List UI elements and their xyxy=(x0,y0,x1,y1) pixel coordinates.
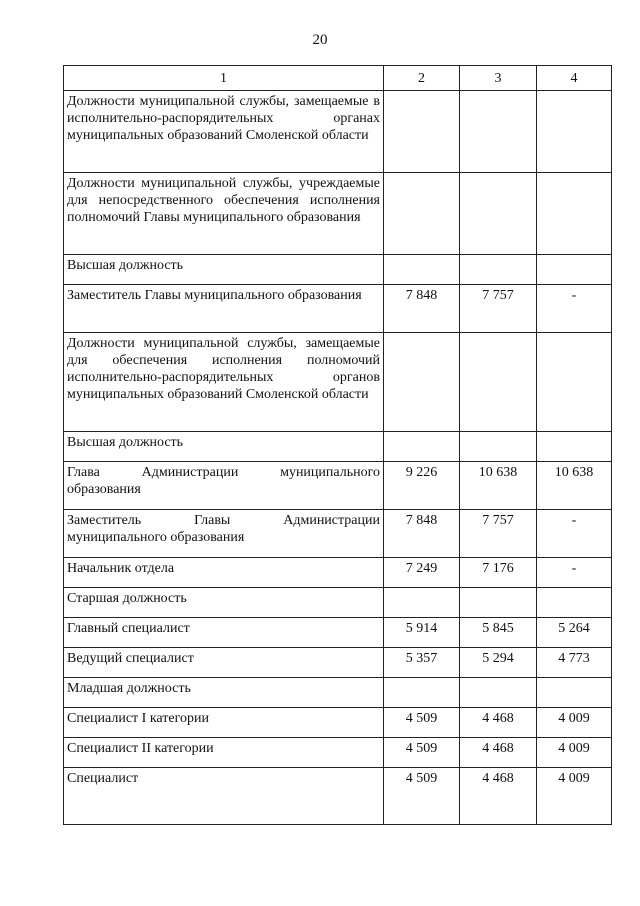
value-col-2: 5 914 xyxy=(384,618,460,648)
value-col-2 xyxy=(384,333,460,432)
value-col-3: 4 468 xyxy=(460,708,537,738)
position-category: Старшая должность xyxy=(64,588,384,618)
column-header-2: 2 xyxy=(384,66,460,91)
position-name: Глава Администрации муниципального образования xyxy=(64,462,384,510)
value-col-3 xyxy=(460,333,537,432)
table-row xyxy=(64,91,612,173)
position-name: Специалист I категории xyxy=(64,708,384,738)
value-col-2 xyxy=(384,173,460,255)
table-row xyxy=(64,285,612,333)
table-row xyxy=(64,255,612,285)
value-col-2: 4 509 xyxy=(384,738,460,768)
value-col-2: 9 226 xyxy=(384,462,460,510)
value-col-3: 7 176 xyxy=(460,558,537,588)
position-name: Должности муниципальной службы, замещаемые для обеспечения исполнения полномочий исполнительно-распорядительных органов муниципальных образований Смоленской области xyxy=(64,333,384,432)
value-col-4 xyxy=(537,333,612,432)
table-row xyxy=(64,558,612,588)
value-col-3: 4 468 xyxy=(460,768,537,825)
value-col-2: 5 357 xyxy=(384,648,460,678)
value-col-3 xyxy=(460,588,537,618)
value-col-2 xyxy=(384,91,460,173)
value-col-4 xyxy=(537,255,612,285)
value-col-4: 4 773 xyxy=(537,648,612,678)
value-col-2 xyxy=(384,678,460,708)
column-header-3: 3 xyxy=(460,66,537,91)
value-col-2 xyxy=(384,588,460,618)
table-row xyxy=(64,173,612,255)
value-col-4 xyxy=(537,91,612,173)
table-row xyxy=(64,738,612,768)
table-row xyxy=(64,768,612,825)
position-name: Начальник отдела xyxy=(64,558,384,588)
position-name: Специалист xyxy=(64,768,384,825)
position-name: Заместитель Главы муниципального образования xyxy=(64,285,384,333)
position-category: Высшая должность xyxy=(64,432,384,462)
value-col-4: - xyxy=(537,558,612,588)
value-col-2: 7 249 xyxy=(384,558,460,588)
value-col-4: 5 264 xyxy=(537,618,612,648)
value-col-4: - xyxy=(537,285,612,333)
table-row xyxy=(64,588,612,618)
table-header-row xyxy=(64,66,612,91)
value-col-4 xyxy=(537,678,612,708)
table-row xyxy=(64,432,612,462)
value-col-2: 7 848 xyxy=(384,510,460,558)
table-row xyxy=(64,708,612,738)
table-row xyxy=(64,333,612,432)
value-col-3: 5 845 xyxy=(460,618,537,648)
position-category: Младшая должность xyxy=(64,678,384,708)
value-col-4: 4 009 xyxy=(537,768,612,825)
value-col-4 xyxy=(537,588,612,618)
table-row xyxy=(64,678,612,708)
value-col-2: 4 509 xyxy=(384,708,460,738)
value-col-4 xyxy=(537,173,612,255)
value-col-2 xyxy=(384,255,460,285)
value-col-4 xyxy=(537,432,612,462)
position-name: Заместитель Главы Администрации муниципального образования xyxy=(64,510,384,558)
value-col-4: 4 009 xyxy=(537,708,612,738)
column-header-4: 4 xyxy=(537,66,612,91)
page-number: 20 xyxy=(312,32,328,48)
position-name: Должности муниципальной службы, учреждаемые для непосредственного обеспечения исполнения полномочий Главы муниципального образования xyxy=(64,173,384,255)
value-col-4: 4 009 xyxy=(537,738,612,768)
value-col-4: 10 638 xyxy=(537,462,612,510)
value-col-3: 10 638 xyxy=(460,462,537,510)
value-col-3: 7 757 xyxy=(460,285,537,333)
value-col-3: 7 757 xyxy=(460,510,537,558)
value-col-3 xyxy=(460,91,537,173)
value-col-3 xyxy=(460,173,537,255)
position-category: Высшая должность xyxy=(64,255,384,285)
column-header-1: 1 xyxy=(64,66,384,91)
value-col-3 xyxy=(460,255,537,285)
position-name: Ведущий специалист xyxy=(64,648,384,678)
table-row xyxy=(64,618,612,648)
table-row xyxy=(64,648,612,678)
position-name: Специалист II категории xyxy=(64,738,384,768)
position-name: Должности муниципальной службы, замещаемые в исполнительно-распорядительных органах муниципальных образований Смоленской области xyxy=(64,91,384,173)
table-row xyxy=(64,462,612,510)
value-col-3 xyxy=(460,678,537,708)
table-row xyxy=(64,510,612,558)
value-col-3 xyxy=(460,432,537,462)
value-col-2: 7 848 xyxy=(384,285,460,333)
value-col-3: 5 294 xyxy=(460,648,537,678)
position-name: Главный специалист xyxy=(64,618,384,648)
value-col-4: - xyxy=(537,510,612,558)
value-col-2 xyxy=(384,432,460,462)
value-col-2: 4 509 xyxy=(384,768,460,825)
value-col-3: 4 468 xyxy=(460,738,537,768)
salary-table xyxy=(63,65,612,825)
